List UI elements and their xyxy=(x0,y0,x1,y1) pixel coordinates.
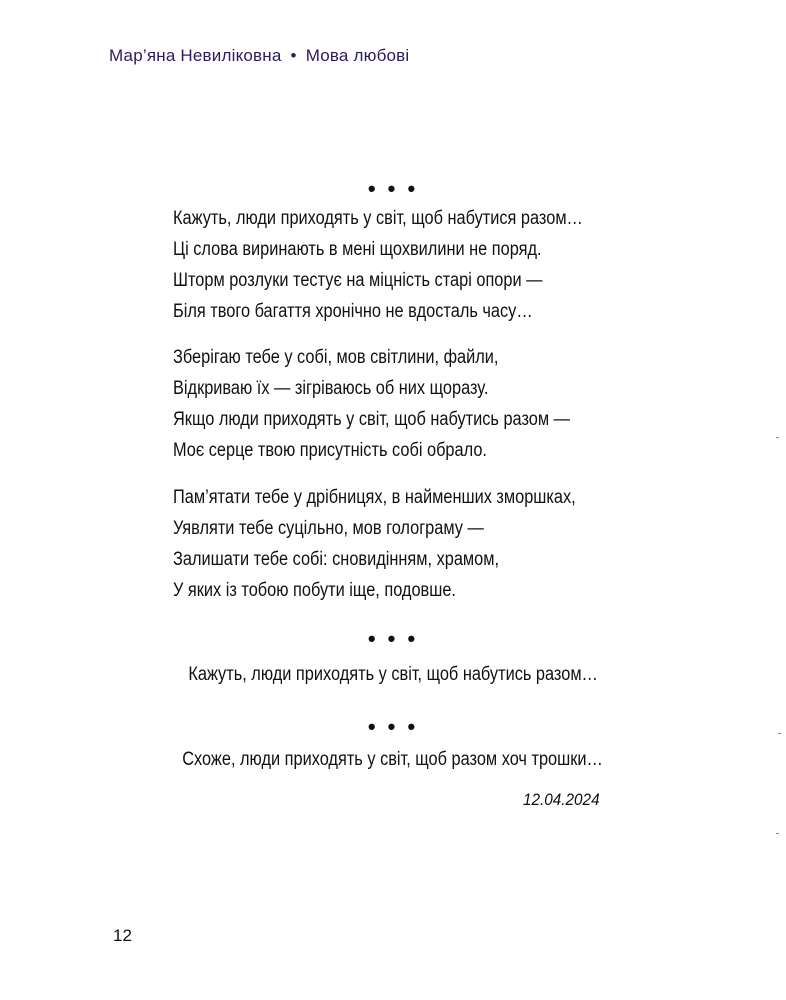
page-number: 12 xyxy=(113,926,132,945)
scan-speck xyxy=(776,437,779,438)
poem-line: Зберігаю тебе у собі, мов світлини, файли, xyxy=(173,347,499,368)
poem-line: Якщо люди приходять у світ, щоб набутись разом — xyxy=(173,409,570,430)
scan-speck xyxy=(776,833,779,834)
poem-line: Ці слова виринають в мені щохвилини не поряд. xyxy=(173,239,542,260)
refrain-text: Кажуть, люди приходять у світ, щоб набутись разом… xyxy=(188,664,598,685)
author-name: Мар’яна Невиліковна xyxy=(109,46,282,65)
poem-date: 12.04.2024 xyxy=(523,790,600,809)
poem-line: У яких із тобою побути іще, подовше. xyxy=(173,580,456,601)
stanza-1 xyxy=(173,203,583,327)
scan-speck xyxy=(778,733,781,734)
final-line xyxy=(0,744,786,775)
section-separator-1: • • • xyxy=(367,176,419,201)
poem-line: Залишати тебе собі: сновидінням, храмом, xyxy=(173,549,500,570)
poem-line: Відкриваю їх — зігріваюсь об них щоразу. xyxy=(173,378,489,399)
poem-line: Шторм розлуки тестує на міцність старі опори — xyxy=(173,270,543,291)
running-header xyxy=(109,46,409,66)
refrain-line xyxy=(0,659,786,690)
header-separator: • xyxy=(290,46,297,65)
final-text: Схоже, люди приходять у світ, щоб разом хоч трошки… xyxy=(182,749,604,770)
section-separator-3: • • • xyxy=(367,714,419,739)
stanza-2 xyxy=(173,342,570,466)
book-title: Мова любові xyxy=(305,46,410,65)
poem-line: Кажуть, люди приходять у світ, щоб набутися разом… xyxy=(173,208,583,229)
poem-line: Біля твого багаття хронічно не вдосталь часу… xyxy=(173,301,533,322)
poem-line: Пам’ятати тебе у дрібницях, в найменших зморшках, xyxy=(173,487,576,508)
section-separator-2: • • • xyxy=(367,626,419,651)
stanza-3 xyxy=(173,482,576,606)
poem-line: Моє серце твою присутність собі обрало. xyxy=(173,440,487,461)
poem-line: Уявляти тебе суцільно, мов голограму — xyxy=(173,518,484,539)
